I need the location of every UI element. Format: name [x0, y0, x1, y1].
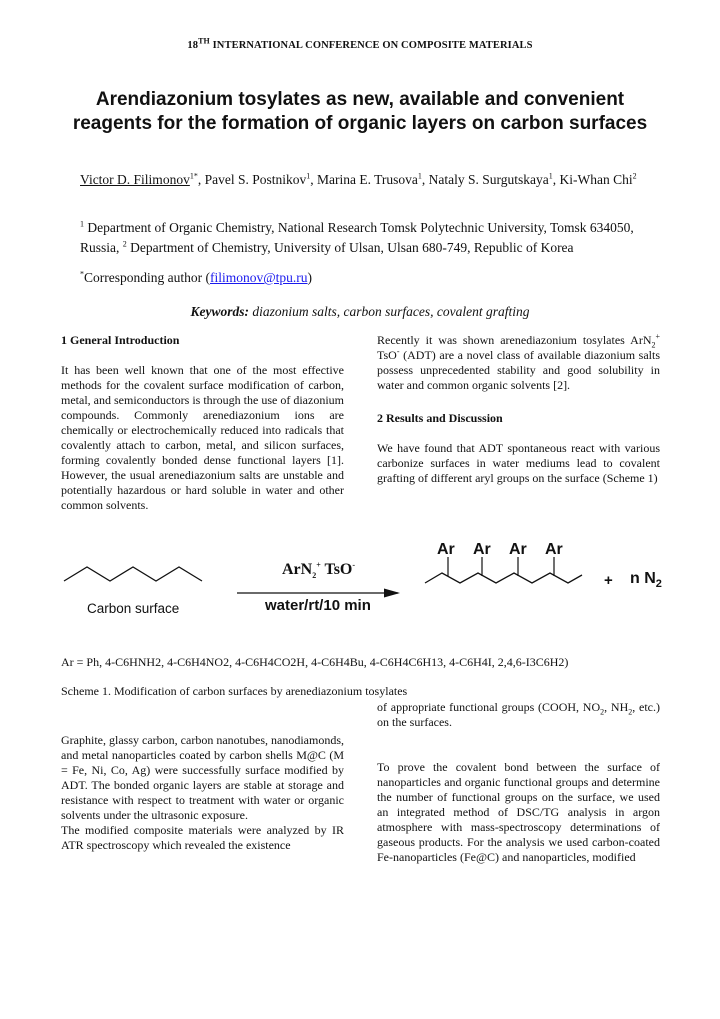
ar-label-3: Ar	[509, 541, 527, 558]
functional-groups-paragraph: of appropriate functional groups (COOH, $NO_2$, $NH_2$, etc.) on the surfaces.	[377, 700, 661, 729]
ar-definition: Ar = Ph, 4-C6HNH2, 4-C6H4NO2, 4-C6H4CO2H, 4-C6H4Bu, 4-C6H4C6H13, 4-C6H4I, 2,4,6-I3C6H2)	[61, 655, 569, 669]
results-paragraph: We have found that ADT spontaneous react with various carbonize surfaces in water mediums lead to covalent grafting of different aryl groups on the surface (Scheme 1)	[377, 441, 660, 485]
author-list: Victor D. Filimonov$^{1*}$, Pavel S. Postnikov$^1$, Marina E. Trusova$^1$, Nataly S. Surgutskaya$^1$, Ki-Whan Chi$^2$	[80, 171, 637, 187]
paper-title: Arendiazonium tosylates as new, available and convenient reagents for the formation of organic layers on carbon surfaces	[72, 89, 648, 134]
conditions-label: water/rt/10 min	[265, 597, 371, 614]
conference-header: 18TH INTERNATIONAL CONFERENCE ON COMPOSITE MATERIALS	[187, 36, 533, 51]
graphite-paragraph: Graphite, glassy carbon, carbon nanotubes, nanodiamonds, and metal nanoparticles coated by carbon shells M@C (M = Fe, Ni, Co, Ag) were successfully surface modified by ADT. The bonded organic layers are stable at storage and resistance with respect to treatment with water or organic solvents under the ultrasonic exposure.	[61, 733, 344, 822]
section-heading-intro: 1 General Introduction	[61, 333, 180, 347]
right-column-bottom	[377, 700, 660, 865]
adt-paragraph: Recently it was shown arenediazonium tosylates ArN$_2$+ TsO- (ADT) are a novel class of available diazonium salts possess unprecedented stability and good solubility in water and common organic solvents [2].	[377, 332, 660, 392]
keywords: Keywords: diazonium salts, carbon surfaces, covalent grafting	[190, 304, 530, 319]
ar-label-1: Ar	[437, 541, 455, 558]
affiliations: $^1$ Department of Organic Chemistry, National Research Tomsk Polytechnic University, Tomsk 634050, Russia, $^2$ Department of Chemistry, University of Ulsan, Ulsan 680-749, Republic of Korea	[80, 219, 634, 255]
email-link[interactable]: filimonov@tpu.ru	[209, 270, 308, 285]
dsc-tg-paragraph: To prove the covalent bond between the surface of nanoparticles and organic functional groups and determine the number of functional groups on the surface, we used an integrated method of DSC/TG analysis in argon atmosphere with mass-spectroscopy determinations of gaseous products. For the analysis we used carbon-coated Fe-nanoparticles (Fe@C) and nanoparticles, modified	[377, 760, 660, 864]
ir-paragraph: The modified composite materials were analyzed by IR ATR spectroscopy which revealed the existence	[61, 823, 344, 852]
carbon-surface-zigzag	[64, 567, 202, 581]
left-column-top	[61, 333, 344, 513]
reagent-label: ArN$_2$+ TsO-	[282, 560, 356, 581]
intro-paragraph: It has been well known that one of the most effective methods for the covalent surface modification of carbon, metal, and semiconductors is through the use of diazonium compounds. Commonly arenediazonium ions are chemically or electrochemically reduced into radicals that covalently attach to carbon, metal, and silicon surfaces, forming covalently bonded dense functional layers [1]. However, the usual arenediazonium salts are unstable and potentially hazardous or hard soluble in water and other common solvents.	[61, 363, 344, 512]
left-column-bottom	[61, 733, 344, 853]
corresponding-author: *Corresponding author (filimonov@tpu.ru)	[80, 269, 313, 285]
reaction-arrow-head	[384, 589, 400, 598]
ar-label-2: Ar	[473, 541, 491, 558]
plus-sign: +	[604, 572, 613, 589]
scheme-caption: Scheme 1. Modification of carbon surfaces by arenediazonium tosylates	[61, 684, 408, 698]
carbon-surface-label: Carbon surface	[87, 601, 180, 616]
section-heading-results: 2 Results and Discussion	[377, 411, 503, 425]
scheme-1	[0, 541, 720, 625]
ar-label-4: Ar	[545, 541, 563, 558]
byproduct-label: n $N_2$	[630, 570, 662, 591]
right-column-top	[377, 333, 660, 486]
author-corresponding: Victor D. Filimonov	[80, 172, 190, 187]
